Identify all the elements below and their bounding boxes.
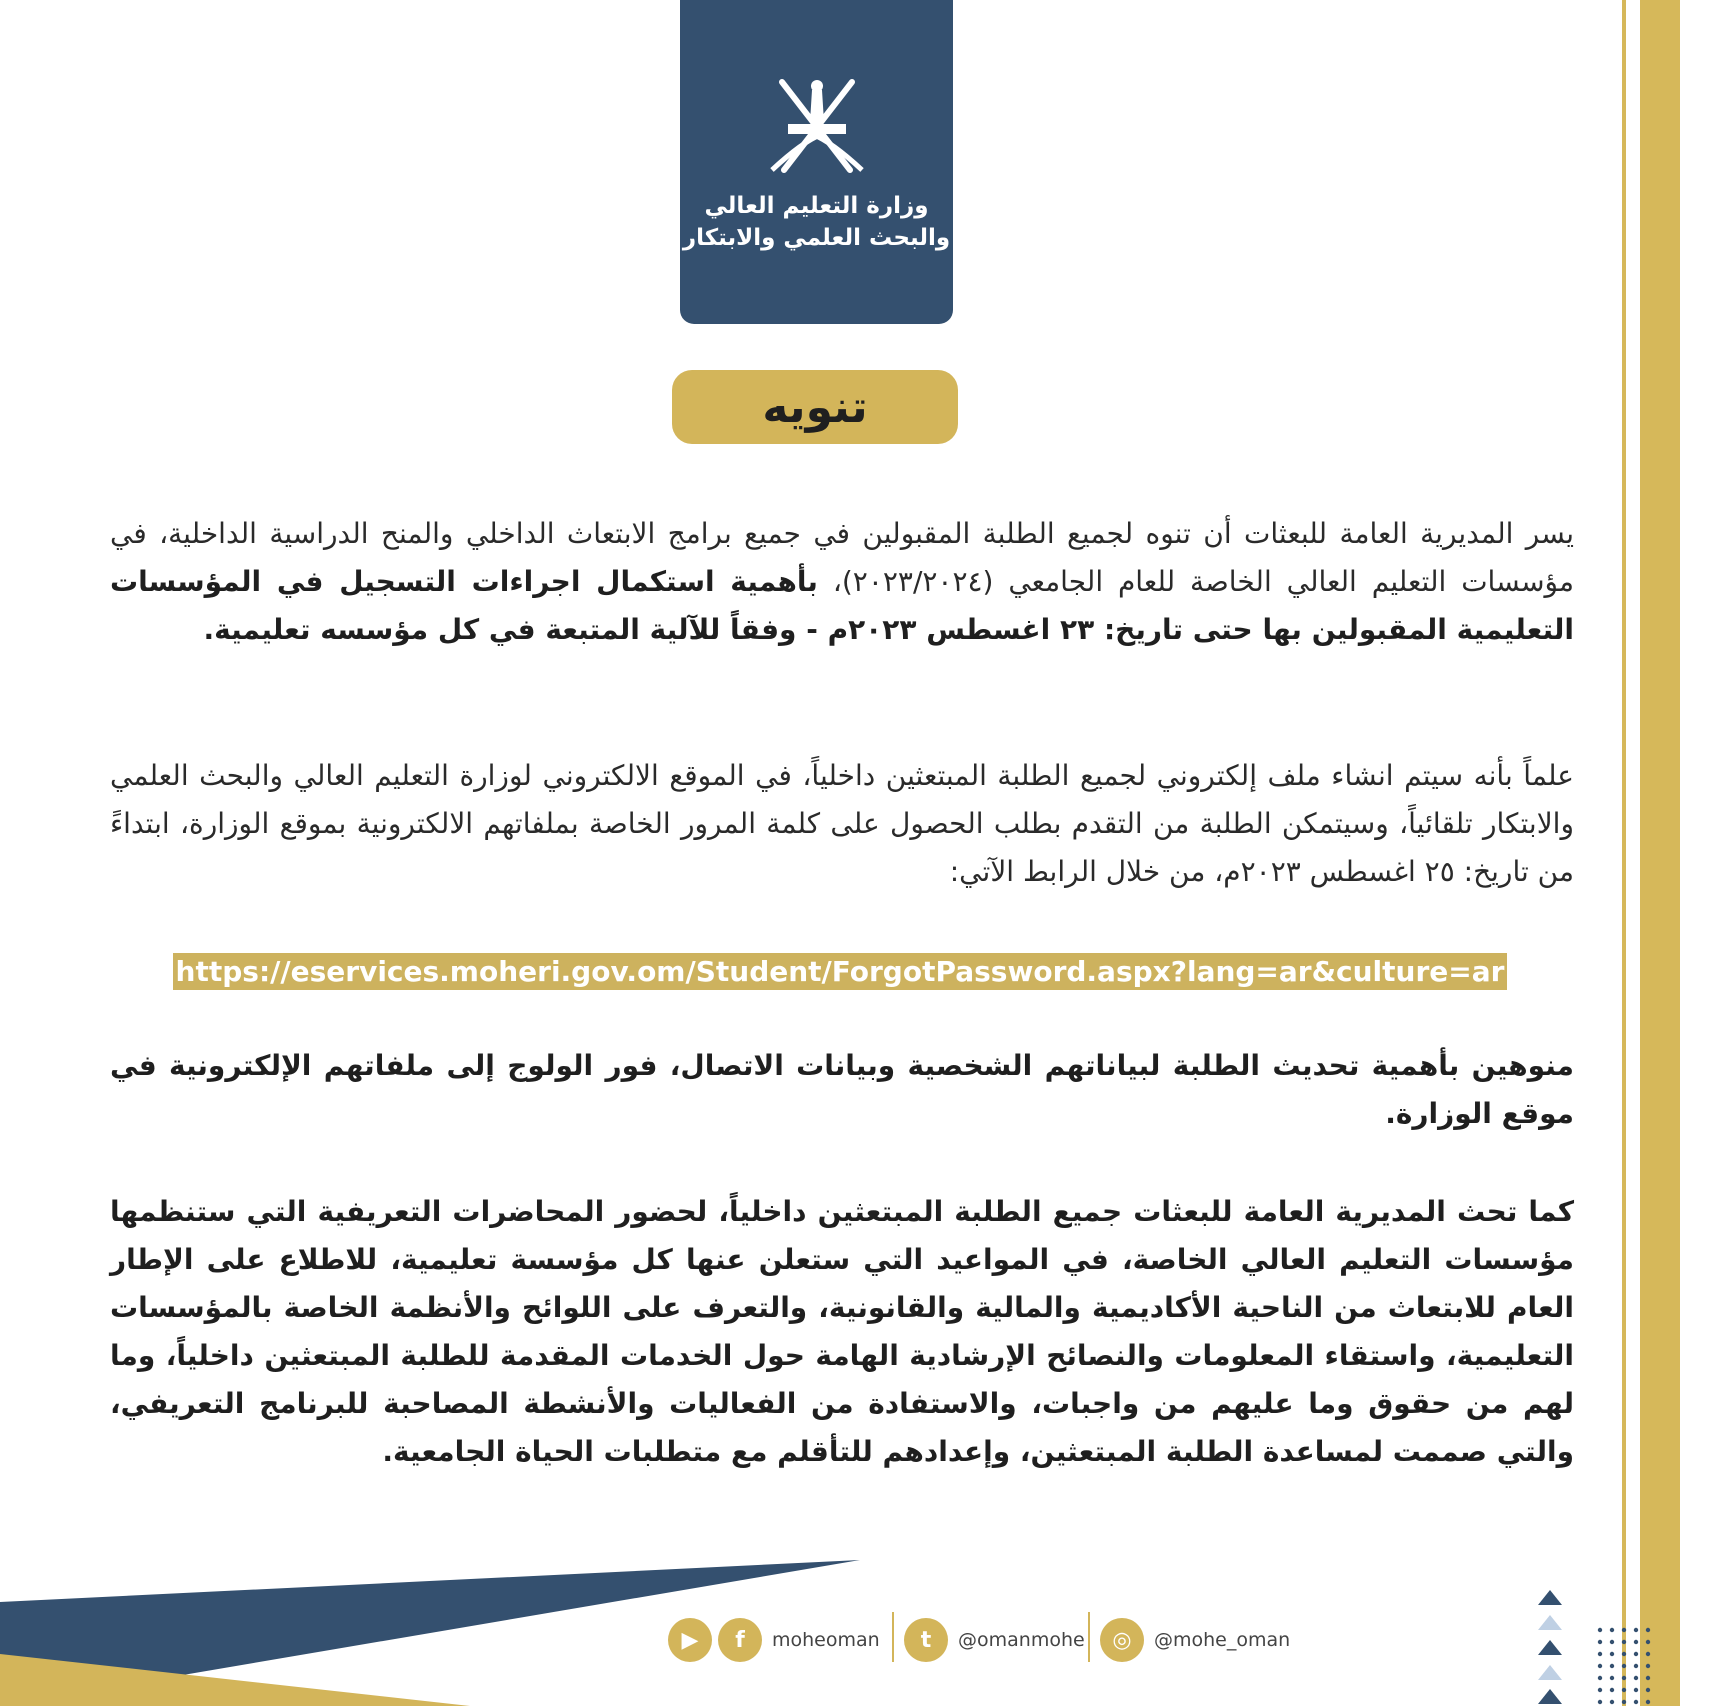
gold-accent-line bbox=[1622, 0, 1626, 1706]
facebook-icon[interactable]: f bbox=[718, 1618, 762, 1662]
org-name-line2: والبحث العلمي والابتكار bbox=[682, 225, 951, 251]
triangle-stack-decoration bbox=[1535, 1585, 1565, 1705]
gold-wedge-decoration bbox=[0, 1640, 470, 1706]
paragraph-update-data: منوهين بأهمية تحديث الطلبة لبياناتهم الشخصية وبيانات الاتصال، فور الولوج إلى ملفاتهم الإلكترونية في موقع الوزارة. bbox=[110, 1049, 1574, 1130]
password-reset-link[interactable]: https://eservices.moheri.gov.om/Student/ForgotPassword.aspx?lang=ar&culture=ar bbox=[173, 953, 1507, 990]
twitter-icon[interactable]: t bbox=[904, 1618, 948, 1662]
paragraph-registration-text: يسر المديرية العامة للبعثات أن تنوه لجميع الطلبة المقبولين في جميع برامج الابتعاث الداخلي والمنح الدراسية الداخلية، في مؤسسات التعليم العالي الخاصة للعام الجامعي (٢٠٢٣/٢٠٢٤)، bbox=[110, 517, 1574, 598]
social-divider bbox=[1088, 1612, 1090, 1662]
instagram-group bbox=[1100, 1614, 1290, 1666]
social-divider bbox=[892, 1612, 894, 1662]
instagram-handle[interactable]: @mohe_oman bbox=[1154, 1629, 1291, 1651]
notice-title: تنويه bbox=[672, 370, 958, 444]
ministry-logo-panel bbox=[680, 0, 953, 324]
dot-grid-decoration bbox=[1595, 1625, 1665, 1706]
youtube-facebook-handle[interactable]: moheoman bbox=[772, 1629, 880, 1651]
paragraph-registration-bold: بأهمية استكمال اجراءات التسجيل في المؤسسات التعليمية المقبولين بها حتى تاريخ: ٢٣ اغسطس ٢٠٢٣م - وفقاً للآلية المتبعة في كل مؤسسه تعليمية. bbox=[110, 565, 1574, 646]
instagram-icon[interactable]: ◎ bbox=[1100, 1618, 1144, 1662]
gold-accent-stripe bbox=[1640, 0, 1680, 1706]
khanjar-emblem-icon bbox=[762, 72, 872, 182]
paragraph-orientation: كما تحث المديرية العامة للبعثات جميع الطلبة المبتعثين داخلياً، لحضور المحاضرات التعريفية التي ستنظمها مؤسسات التعليم العالي الخاصة، في المواعيد التي ستعلن عنها كل مؤسسة تعليمية، للاطلاع على الإطار العام للابتعاث من الناحية الأكاديمية والمالية والقانونية، والتعرف على اللوائح والأنظمة الخاصة بالمؤسسات التعليمية، واستقاء المعلومات والنصائح الإرشادية الهامة حول الخدمات المقدمة للطلبة المبتعثين داخلياً، وما لهم من حقوق وما عليهم من واجبات، والاستفادة من الفعاليات والأنشطة المصاحبة للبرنامج التعريفي، والتي صممت لمساعدة الطلبة المبتعثين، وإعدادهم للتأقلم مع متطلبات الحياة الجامعية. bbox=[110, 1195, 1574, 1468]
youtube-icon[interactable]: ▶ bbox=[668, 1618, 712, 1662]
twitter-handle[interactable]: @omanmohe bbox=[958, 1629, 1085, 1651]
paragraph-electronic-file: علماً بأنه سيتم انشاء ملف إلكتروني لجميع الطلبة المبتعثين داخلياً، في الموقع الالكتروني لوزارة التعليم العالي والبحث العلمي والابتكار تلقائياً، وسيتمكن الطلبة من التقدم بطلب الحصول على كلمة المرور الخاصة بملفاتهم الالكترونية بموقع الوزارة، ابتداءً من تاريخ: ٢٥ اغسطس ٢٠٢٣م، من خلال الرابط الآتي: bbox=[110, 759, 1574, 888]
org-name-line1: وزارة التعليم العالي bbox=[704, 193, 929, 219]
twitter-group bbox=[904, 1614, 1085, 1666]
paragraph-registration bbox=[110, 510, 1574, 654]
youtube-facebook-group bbox=[668, 1614, 880, 1666]
